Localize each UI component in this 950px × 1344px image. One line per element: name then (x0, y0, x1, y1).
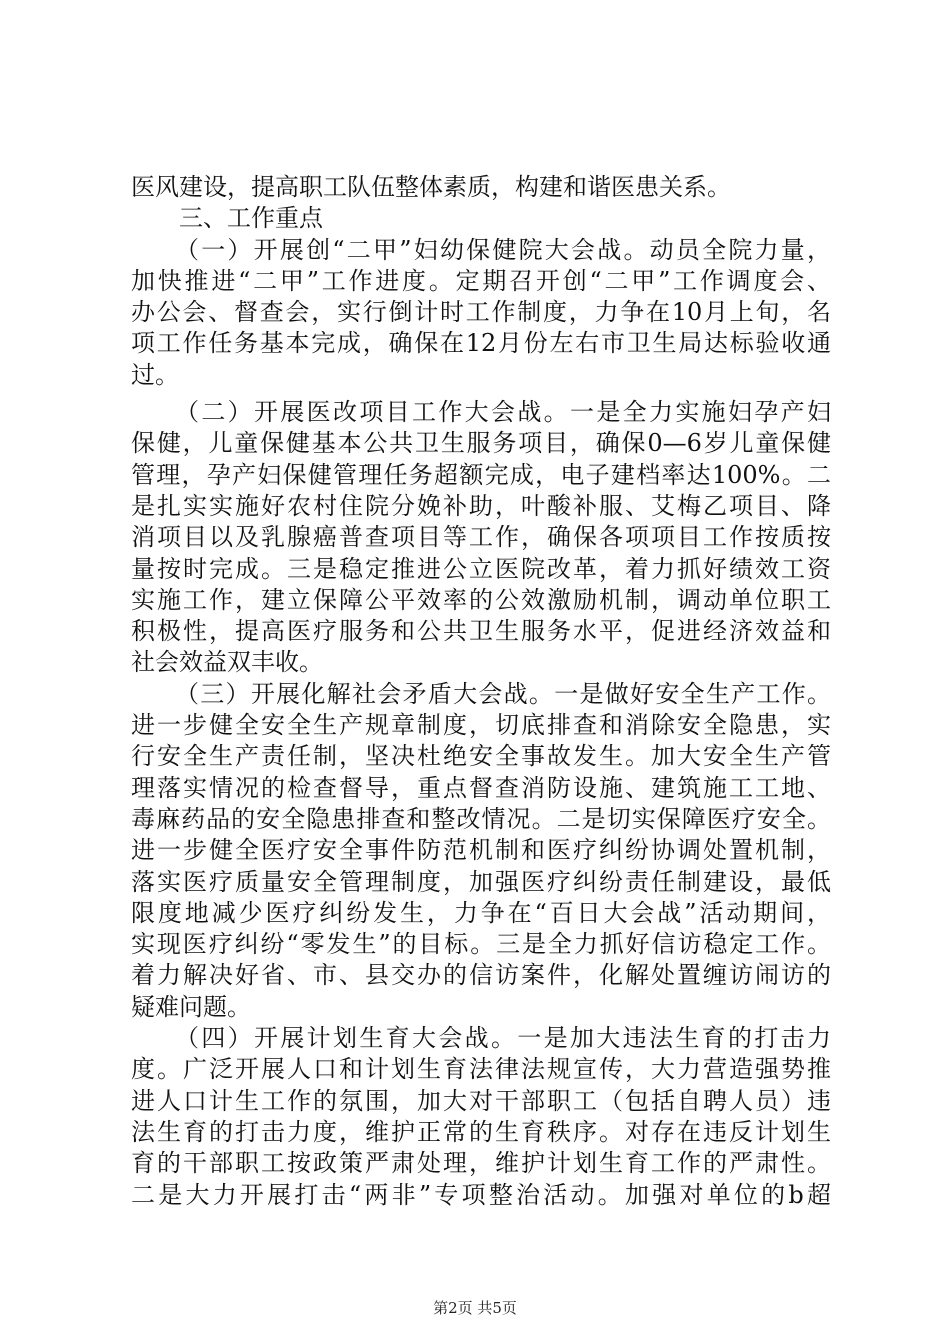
paragraph-2-line: 量按时完成。三是稳定推进公立医院改革，着力抓好绩效工资 (131, 554, 831, 583)
paragraph-4-line: 法生育的打击力度，维护正常的生育秩序。对存在违反计划生 (131, 1117, 831, 1146)
paragraph-2-line: 消项目以及乳腺癌普查项目等工作，确保各项项目工作按质按 (131, 523, 831, 552)
paragraph-1-line: 项工作任务基本完成，确保在12月份左右市卫生局达标验收通 (131, 329, 831, 358)
section-heading: 三、工作重点 (179, 204, 323, 233)
paragraph-1-line: 办公会、督查会，实行倒计时工作制度，力争在10月上旬，名 (131, 298, 831, 327)
paragraph-4-line: 进人口计生工作的氛围，加大对干部职工（包括自聘人员）违 (131, 1086, 831, 1115)
paragraph-3-line: 毒麻药品的安全隐患排查和整改情况。二是切实保障医疗安全。 (131, 804, 831, 833)
page-number-footer: 第2页 共5页 (433, 1299, 517, 1317)
paragraph-3-line: 进一步健全医疗安全事件防范机制和医疗纠纷协调处置机制， (131, 836, 831, 865)
paragraph-4-line: 度。广泛开展人口和计划生育法律法规宣传，大力营造强势推 (131, 1055, 831, 1084)
paragraph-3-line: 着力解决好省、市、县交办的信访案件，化解处置缠访闹访的 (131, 961, 831, 990)
paragraph-3-line: 理落实情况的检查督导，重点督查消防设施、建筑施工工地、 (131, 773, 831, 802)
paragraph-3-line: （三）开展化解社会矛盾大会战。一是做好安全生产工作。 (175, 679, 831, 708)
paragraph-2-line: 保健，儿童保健基本公共卫生服务项目，确保0—6岁儿童保健 (131, 429, 831, 458)
paragraph-2-line: 是扎实实施好农村住院分娩补助，叶酸补服、艾梅乙项目、降 (131, 491, 831, 520)
paragraph-4-line: 二是大力开展打击“两非”专项整治活动。加强对单位的b超 (131, 1180, 831, 1209)
paragraph-3-line: 限度地减少医疗纠纷发生，力争在“百日大会战”活动期间， (131, 898, 831, 927)
paragraph-3-line: 实现医疗纠纷“零发生”的目标。三是全力抓好信访稳定工作。 (131, 930, 831, 959)
paragraph-3-line: 进一步健全安全生产规章制度，切底排查和消除安全隐患，实 (131, 711, 831, 740)
paragraph-1-line: 加快推进“二甲”工作进度。定期召开创“二甲”工作调度会、 (131, 266, 831, 295)
text-line: 医风建设，提高职工队伍整体素质，构建和谐医患关系。 (131, 173, 731, 201)
document-body (131, 172, 831, 1211)
paragraph-2-line: 积极性，提高医疗服务和公共卫生服务水平，促进经济效益和 (131, 617, 831, 646)
paragraph-2-line: 实施工作，建立保障公平效率的公效激励机制，调动单位职工 (131, 585, 831, 614)
paragraph-2-line: （二）开展医改项目工作大会战。一是全力实施妇孕产妇 (175, 398, 831, 427)
paragraph-3-line: 行安全生产责任制，坚决杜绝安全事故发生。加大安全生产管 (131, 742, 831, 771)
paragraph-1-line: （一）开展创“二甲”妇幼保健院大会战。动员全院力量， (175, 235, 831, 264)
paragraph-3-line: 疑难问题。 (131, 992, 251, 1021)
paragraph-3-line: 落实医疗质量安全管理制度，加强医疗纠纷责任制建设，最低 (131, 867, 831, 896)
paragraph-2-line: 管理，孕产妇保健管理任务超额完成，电子建档率达100%。二 (131, 460, 831, 489)
paragraph-4-line: （四）开展计划生育大会战。一是加大违法生育的打击力 (175, 1024, 831, 1053)
paragraph-1-line: 过。 (131, 360, 179, 389)
paragraph-4-line: 育的干部职工按政策严肃处理，维护计划生育工作的严肃性。 (131, 1149, 831, 1178)
paragraph-2-line: 社会效益双丰收。 (131, 648, 323, 677)
